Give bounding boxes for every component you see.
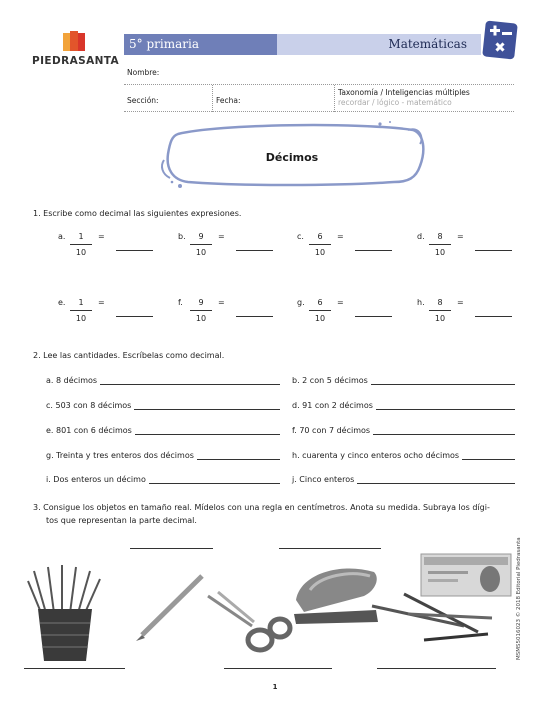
answer-line-pens[interactable] xyxy=(377,668,496,669)
title-banner xyxy=(158,120,426,192)
fraction xyxy=(190,232,212,257)
answer-line-stapler[interactable] xyxy=(279,548,381,549)
student-info xyxy=(124,58,514,112)
name-label: Nombre: xyxy=(127,68,160,77)
conversion-item xyxy=(46,426,280,435)
grade-label: 5° primaria xyxy=(129,37,199,51)
fraction xyxy=(70,232,92,257)
fraction-denominator: 10 xyxy=(434,314,446,323)
conversion-text: a. 8 décimos xyxy=(46,376,98,385)
equals-sign: = xyxy=(218,298,225,307)
answer-line[interactable] xyxy=(116,250,153,251)
item-label: e. xyxy=(58,298,66,307)
fraction-numerator: 8 xyxy=(429,298,451,311)
fraction-denominator: 10 xyxy=(434,248,446,257)
taxonomy-detail: recordar / lógico - matemático xyxy=(338,98,452,107)
equals-sign: = xyxy=(337,232,344,241)
answer-line[interactable] xyxy=(134,402,280,410)
answer-line[interactable] xyxy=(197,452,280,460)
answer-line[interactable] xyxy=(149,476,280,484)
answer-line[interactable] xyxy=(371,377,515,385)
fraction-denominator: 10 xyxy=(75,248,87,257)
fraction xyxy=(309,298,331,323)
taxonomy-label: Taxonomía / Inteligencias múltiples xyxy=(338,88,470,97)
fraction-numerator: 1 xyxy=(70,232,92,245)
item-label: c. xyxy=(297,232,304,241)
page-number: 1 xyxy=(272,683,278,691)
item-label: f. xyxy=(178,298,183,307)
pencil-image xyxy=(132,573,206,643)
page-title: Décimos xyxy=(265,151,319,164)
conversion-item xyxy=(292,376,515,385)
conversion-item xyxy=(292,401,515,410)
item-label: d. xyxy=(417,232,425,241)
conversion-text: h. cuarenta y cinco enteros ocho décimos xyxy=(292,451,460,460)
conversion-text: f. 70 con 7 décimos xyxy=(292,426,371,435)
fraction-numerator: 6 xyxy=(309,232,331,245)
fraction-denominator: 10 xyxy=(314,248,326,257)
question-3-prompt-line2: tos que representan la parte decimal. xyxy=(46,516,197,525)
question-2-prompt: 2. Lee las cantidades. Escríbelas como decimal. xyxy=(33,351,225,360)
editorial-credit: MSMS5016023 © 2018 Editorial Piedrasanta xyxy=(516,537,522,660)
conversion-text: d. 91 con 2 décimos xyxy=(292,401,373,410)
fraction xyxy=(429,298,451,323)
fraction-denominator: 10 xyxy=(75,314,87,323)
scissors-image xyxy=(204,590,294,658)
fraction-denominator: 10 xyxy=(195,248,207,257)
pens-image xyxy=(368,590,496,646)
item-label: b. xyxy=(178,232,186,241)
answer-line[interactable] xyxy=(236,250,273,251)
conversion-item xyxy=(292,451,515,460)
answer-line[interactable] xyxy=(462,452,515,460)
answer-line[interactable] xyxy=(116,316,153,317)
equals-sign: = xyxy=(218,232,225,241)
equals-sign: = xyxy=(98,298,105,307)
equals-sign: = xyxy=(337,298,344,307)
item-label: a. xyxy=(58,232,66,241)
conversion-text: b. 2 con 5 décimos xyxy=(292,376,368,385)
answer-line[interactable] xyxy=(100,377,280,385)
fraction-numerator: 1 xyxy=(70,298,92,311)
answer-line[interactable] xyxy=(373,427,515,435)
conversion-item xyxy=(46,451,280,460)
fraction-denominator: 10 xyxy=(314,314,326,323)
header-bar xyxy=(124,34,481,55)
equals-sign: = xyxy=(98,232,105,241)
section-label: Sección: xyxy=(127,96,159,105)
conversion-text: c. 503 con 8 décimos xyxy=(46,401,132,410)
item-label: g. xyxy=(297,298,305,307)
fraction-numerator: 8 xyxy=(429,232,451,245)
logo-flag-icon xyxy=(63,31,85,53)
question-3-prompt-line1: 3. Consigue los objetos en tamaño real. Mídelos con una regla en centímetros. Anota su medida. Subraya los dígi- xyxy=(33,503,490,512)
publisher-logo xyxy=(32,31,120,71)
brand-name: PIEDRASANTA xyxy=(32,55,120,67)
fraction xyxy=(429,232,451,257)
equals-sign: = xyxy=(457,232,464,241)
equals-sign: = xyxy=(457,298,464,307)
pencil-cup-image xyxy=(24,563,106,663)
fraction xyxy=(309,232,331,257)
conversion-item xyxy=(46,401,280,410)
conversion-item xyxy=(46,475,280,484)
item-label: h. xyxy=(417,298,425,307)
fraction-denominator: 10 xyxy=(195,314,207,323)
conversion-text: i. Dos enteros un décimo xyxy=(46,475,146,484)
answer-line[interactable] xyxy=(357,476,515,484)
fraction xyxy=(190,298,212,323)
conversion-item xyxy=(46,376,280,385)
conversion-text: g. Treinta y tres enteros dos décimos xyxy=(46,451,194,460)
answer-line-pencil-cup[interactable] xyxy=(24,668,125,669)
subject-label: Matemáticas xyxy=(388,37,467,51)
conversion-text: e. 801 con 6 décimos xyxy=(46,426,132,435)
answer-line[interactable] xyxy=(475,250,512,251)
fraction-numerator: 9 xyxy=(190,298,212,311)
answer-line[interactable] xyxy=(135,427,280,435)
question-1-prompt: 1. Escribe como decimal las siguientes expresiones. xyxy=(33,209,242,218)
fraction xyxy=(70,298,92,323)
fraction-numerator: 9 xyxy=(190,232,212,245)
answer-line[interactable] xyxy=(355,316,392,317)
date-label: Fecha: xyxy=(216,96,241,105)
answer-line[interactable] xyxy=(355,250,392,251)
conversion-item xyxy=(292,426,515,435)
fraction-numerator: 6 xyxy=(309,298,331,311)
answer-line-pencil[interactable] xyxy=(130,548,213,549)
answer-line[interactable] xyxy=(475,316,512,317)
answer-line[interactable] xyxy=(236,316,273,317)
math-operations-icon xyxy=(482,20,518,60)
answer-line-scissors[interactable] xyxy=(224,668,332,669)
answer-line[interactable] xyxy=(376,402,515,410)
conversion-item xyxy=(292,475,515,484)
conversion-text: j. Cinco enteros xyxy=(292,475,355,484)
